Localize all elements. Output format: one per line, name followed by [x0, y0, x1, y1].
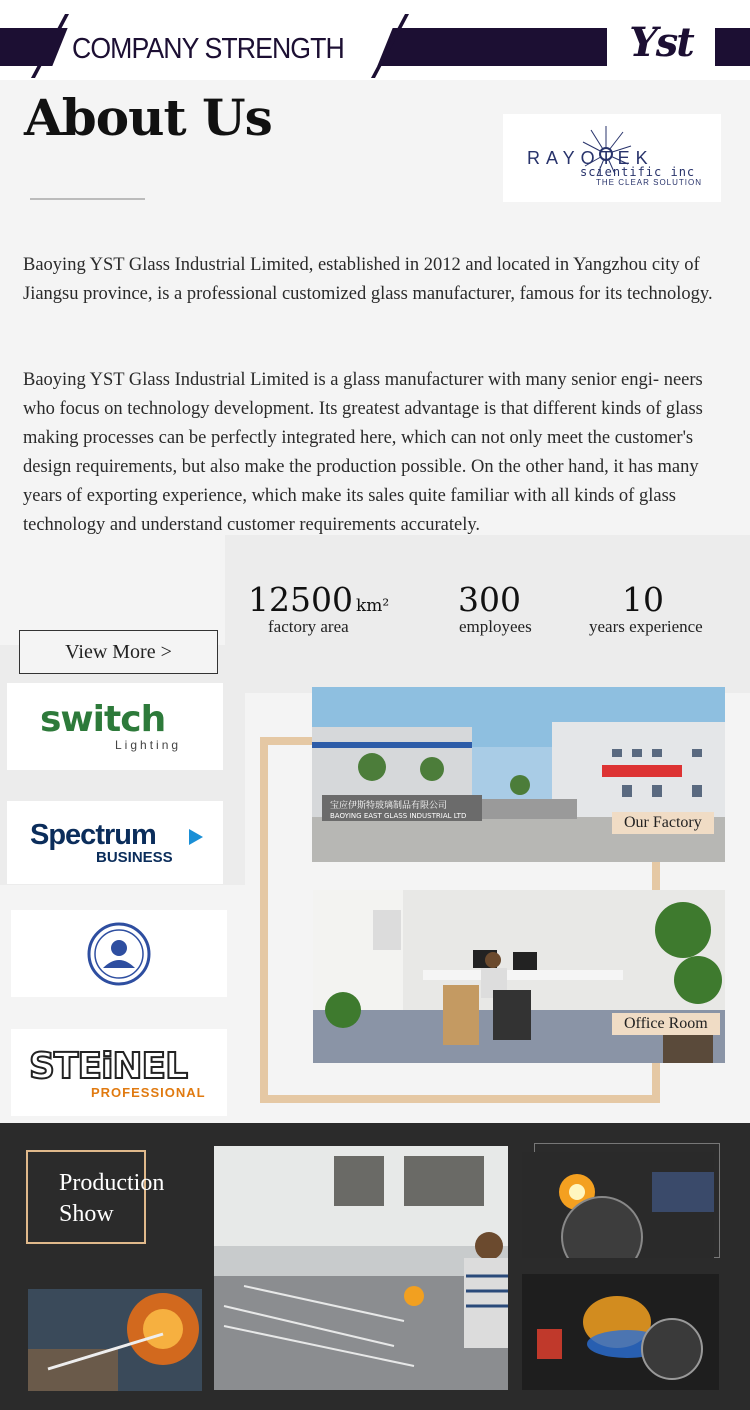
section-title: COMPANY STRENGTH: [72, 33, 344, 65]
office-caption: Office Room: [612, 1013, 720, 1035]
factory-caption: Our Factory: [612, 812, 714, 834]
stat-employees-number: 300: [458, 580, 521, 619]
brand-logo-spectrum: [7, 801, 223, 884]
view-more-button[interactable]: View More >: [19, 630, 218, 674]
production-title-line2: Show: [59, 1201, 114, 1227]
furnace-image: [28, 1289, 202, 1391]
stat-employees-label: employees: [459, 617, 532, 636]
factory-sign-en: BAOYING EAST GLASS INDUSTRIAL LTD: [330, 812, 467, 820]
about-paragraph-2: Baoying YST Glass Industrial Limited is a glass manufacturer with many senior engi- neers who focus on technology development. Its greatest advantage is that different kinds of glass making processes can be perfectly integrated here, which can not only meet the customer's design requirements, but also make the production possible. On the other hand, it has many years of exporting experience, which make its sales quite familiar with all kinds of glass technology and understand customer requirements accurately.: [23, 370, 703, 535]
brand-logo-switch: [7, 683, 223, 770]
spectrum-logo-sub: BUSINESS: [96, 849, 173, 866]
production-title-line1: Production: [59, 1170, 165, 1196]
production-photo-flame-bulb: [522, 1152, 714, 1258]
brand-logo-steinel: [11, 1029, 227, 1116]
rayotek-name: RAYOTEK: [527, 148, 654, 168]
brand-logo-emblem: [11, 910, 227, 997]
about-paragraph-1: Baoying YST Glass Industrial Limited, established in 2012 and located in Yangzhou city of Jiangsu province, is a professional customized glass manufacturer, famous for its technology.: [23, 255, 713, 304]
steinel-logo-sub: PROFESSIONAL: [91, 1085, 206, 1100]
office-photo: [313, 890, 725, 1063]
production-photo-furnace: [28, 1289, 202, 1391]
stat-factory-area-label: factory area: [268, 617, 349, 636]
rayotek-sub: scientific inc: [580, 165, 696, 179]
flame-bulb-image: [522, 1152, 714, 1258]
stat-years-number: 10: [622, 580, 664, 619]
about-divider: [30, 198, 145, 200]
rayotek-tagline: THE CLEAR SOLUTION: [596, 178, 703, 187]
spectrum-arrow-icon: [189, 829, 203, 845]
production-photo-torch: [522, 1274, 719, 1390]
workshop-image: [214, 1146, 508, 1390]
stat-factory-area-number: 12500 km²: [248, 580, 390, 619]
stat-years-label: years experience: [589, 617, 703, 636]
emblem-seal-icon: [87, 922, 151, 986]
production-photo-workshop: [214, 1146, 508, 1390]
steinel-logo-text: STEiNEL: [29, 1046, 188, 1087]
switch-logo-text: switch: [40, 699, 166, 740]
stat-factory-area-unit: km²: [355, 596, 390, 616]
factory-photo: [312, 687, 725, 862]
office-image: [313, 890, 725, 1063]
about-title: About Us: [24, 88, 272, 147]
production-title: [59, 1168, 199, 1230]
factory-sign-cn: 宝应伊斯特玻璃制品有限公司: [330, 801, 448, 811]
factory-image: [312, 687, 725, 862]
switch-logo-sub: Lighting: [115, 738, 182, 752]
company-logo: Yst: [629, 19, 693, 66]
torch-image: [522, 1274, 719, 1390]
spectrum-logo-text: Spectrum: [30, 819, 156, 851]
